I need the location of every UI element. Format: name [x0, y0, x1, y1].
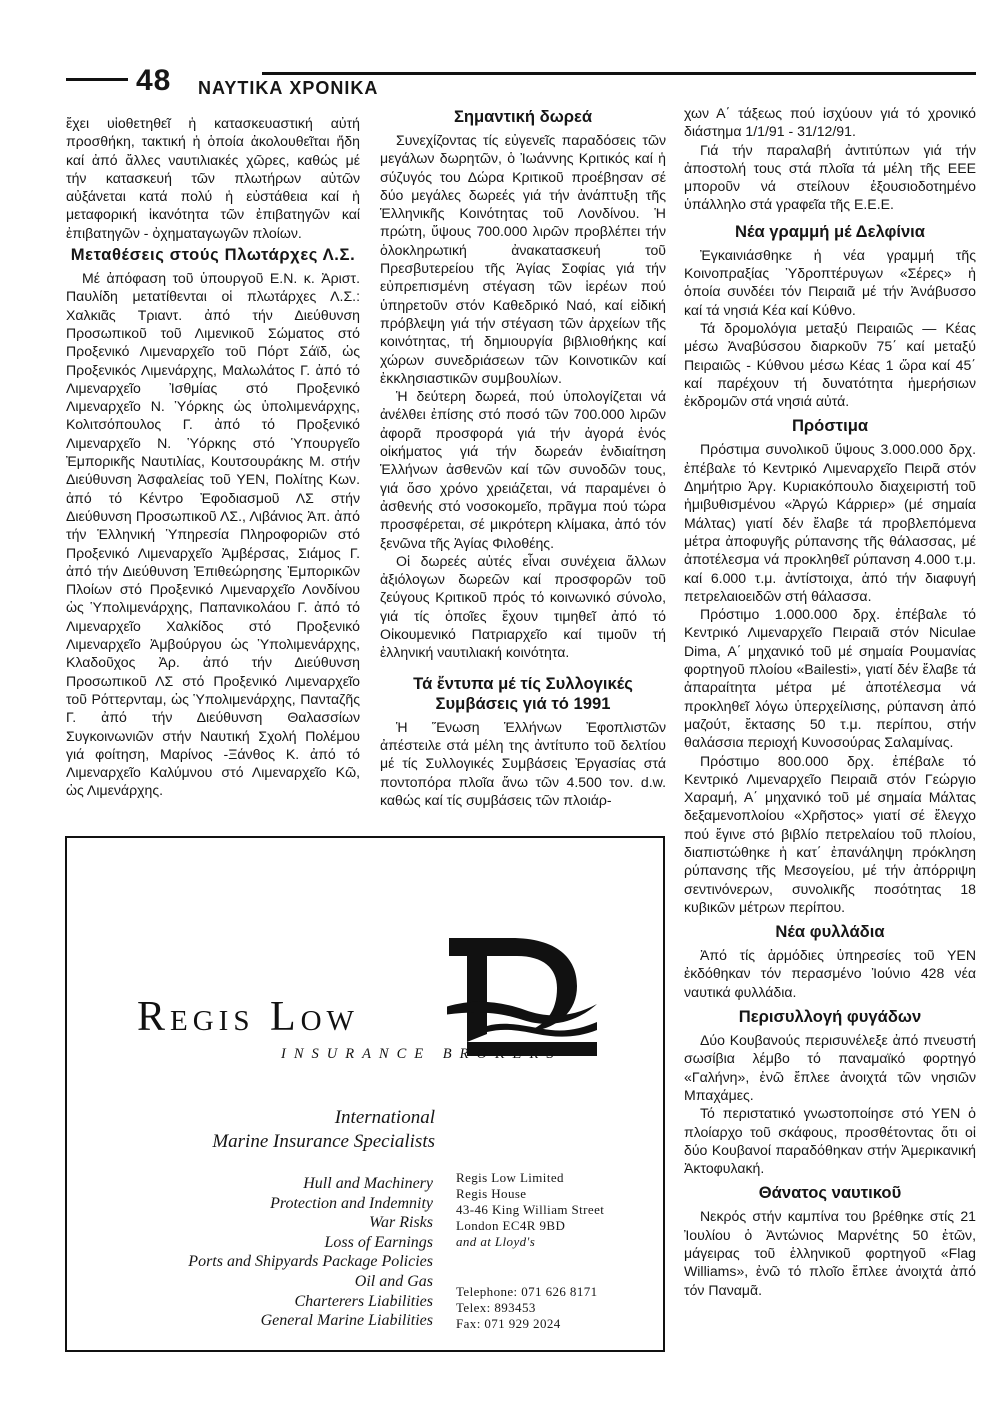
rescue-paragraph-1: Δύο Κουβανούς περισυνέλεξε ἀπό πνευστή σωσίβια λέμβο τό παναμαϊκό φορτηγό «Γαλήνη», ἐνῶ ἔπλεε ἀνοιχτά τῶν νησιῶν Μπαχάμες.	[684, 1032, 976, 1103]
header-rule-right	[262, 72, 976, 75]
death-paragraph: Νεκρός στήν καμπίνα του βρέθηκε στίς 21 Ἰουλίου ὁ Ἀντώνιος Μαρνέτης 50 ἐτῶν, μάγειρας τοῦ ἑλληνικοῦ φορτηγοῦ «Flag Williams», ἐνῶ τό πλοῖο ἔπλεε ἀνοιχτά ἀπό τόν Παναμᾶ.	[684, 1208, 976, 1298]
ad-address-line: 43-46 King William Street	[456, 1202, 605, 1217]
ad-address-line: and at Lloyd's	[456, 1234, 536, 1249]
rescue-paragraph-2: Τό περιστατικό γνωστοποίησε στό ΥΕΝ ὁ πλοίαρχο τοῦ σκάφους, προσθέτοντας ὅτι οἱ δύο Κουβανοί παραδόθηκαν στήν Ἀμερικανική Ἀκτοφυλακή.	[684, 1105, 976, 1177]
fines-paragraph-3: Πρόστιμο 800.000 δρχ. ἐπέβαλε τό Κεντρικό Λιμεναρχεῖο Πειραιᾶ στόν Γεώργιο Χαραμή, Α΄ μηχανικό τοῦ μέ σημαία Μάλτας δεξαμενοπλοίου «Χρῆστος» γιατί σέ ἔλεγχο πού ἔγινε στό βιβλίο πετρελαίου τοῦ πλοίου, διαπιστώθηκε ἡ κατ΄ ἐπανάληψη πρόκληση ρύπανσης τῆς Μεσογείου, μέ τήν ἀπόρριψη σεντινόνερων, συνολικῆς ποσότητας 18 κυβικῶν μέτρων περίπου.	[684, 752, 976, 915]
article-title-transfers: Μεταθέσεις στούς Πλωτάρχες Λ.Σ.	[70, 245, 356, 265]
regis-low-advertisement	[65, 836, 665, 1352]
article-title-leaflets: Νέα φυλλάδια	[775, 922, 885, 942]
ad-telephone: Telephone: 071 626 8171	[456, 1284, 598, 1299]
leaflets-paragraph: Ἀπό τίς ἁρμόδιες ὑπηρεσίες τοῦ ΥΕΝ ἐκδόθηκαν τόν περασμένο Ἰούνιο 428 νέα ναυτικά φυλλάδια.	[684, 947, 976, 1000]
article-continuation: ἔχει υἱοθετηθεῖ ἡ κατασκευαστική αὐτή προσθήκη, τακτική ἡ ὁποία ἀκολουθεῖται ἤδη καί ἀπό ἄλλες ναυτιλιακές χῶρες, καθώς μέ τήν κατασκευή τῶν πλωτήρων αὐτῶν αὐξάνεται κατά πολύ ἡ εὐστάθεια καί ἡ μεταφορική ἱκανότητα τῶν ἐπιβατηγῶν καί ἐπιβατηγῶν - ὀχηματαγωγῶν πλοίων.	[66, 115, 360, 241]
ad-service-item: General Marine Liabilities	[260, 1312, 433, 1330]
article-body-transfers: Μέ ἀπόφαση τοῦ ὑπουργοῦ Ε.Ν. κ. Ἀριστ. Παυλίδη μετατίθενται οἱ πλωτάρχες Λ.Σ.: Χαλκιᾶς Τριαντ. ἀπό τήν Διεύθυνση Προσωπικοῦ τοῦ Λιμενικοῦ Σώματος στό Προξενικό Λιμεναρχεῖο τοῦ Πόρτ Σάϊδ, ὡς Προξενικός Λιμενάρχης, Μαλωλάτος Γ. ἀπό τό Λιμεναρχεῖο Ἰσθμίας στό Προξενικό Λιμεναρχεῖο Ν. Ὑόρκης ὡς ὑπολιμενάρχης, Κολιτσόπουλος Γ. ἀπό τό Προξενικό Λιμεναρχεῖο Ν. Ὑόρκης στό Ὑπουργεῖο Ἐμπορικῆς Ναυτιλίας, Κουτσουράκης Μ. στήν Διεύθυνση Ἀσφαλείας τοῦ ΥΕΝ, Πολίτης Κων. ἀπό τό Κέντρο Ἐφοδιασμοῦ ΛΣ στήν Διεύθυνση Προσωπικοῦ ΛΣ., Λιβάνιος Ἀπ. ἀπό τήν Ἑλληνική Ὑπηρεσία Πληροφοριῶν στό Προξενικό Λιμεναρχεῖο Ἀμβέρσας, Σιάμος Γ. ἀπό τήν Διεύθυνση Ἐπιθεώρησης Ἐμπορικῶν Πλοίων στό Προξενικό Λιμεναρχεῖο Λονδίνου ὡς Ὑπολιμενάρχης, Παπανικολάου Γ. ἀπό τό Λιμεναρχεῖο Χαλκίδος στό Προξενικό Λιμεναρχεῖο Ἀμβούργου ὡς Ὑπολιμενάρχης, Κλαδοῦχος Ἀρ. ἀπό τήν Διεύθυνση Προσωπικοῦ ΛΣ στό Προξενικό Λιμεναρχεῖο τοῦ Ρόττερνταμ, ὡς Ὑπολιμενάρχης, Πανταζῆς Γ. ἀπό τήν Διεύθυνση Θαλασσίων Συγκοινωνιῶν στήν Ναυτική Σχολή Πολέμου γιά φοίτηση, Μαρίνος -Ξάνθος Κ. ἀπό τό Λιμεναρχεῖο Καλύμνου στό Λιμεναρχεῖο Κῶ, ὡς Λιμενάρχης.	[66, 270, 360, 799]
donation-paragraph-2: Ἡ δεύτερη δωρεά, πού ὑπολογίζεται νά ἀνέλθει ἐπίσης στό ποσό τῶν 700.000 λιρῶν ἀφορᾶ προσφορά γιά τήν ἀγορά ἑνός οἰκήματος γιά τήν δωρεάν ἐνδιαίτηση Ἑλλήνων ἀσθενῶν καί τῶν συνοδῶν τους, γιά ὅσο χρόνο χρειάζεται, νά παραμένει ὁ ἀσθενής στό νοσοκομεῖο, πρᾶγμα πού τώρα προσφέρεται, σέ μικρότερη κλίμακα, ἀπό τόν ξενῶνα τῆς Ἁγίας Φιλοθέης.	[380, 388, 666, 551]
new-line-paragraph-1: Ἐγκαινιάσθηκε ἡ νέα γραμμή τῆς Κοινοπραξίας Ὑδροπτέρυγων «Σέρες» ἡ ὁποία συνδέει τόν Πειραιᾶ μέ τήν Ἀνάβυσσο καί τά νησιά Κέα καί Κύθνο.	[684, 246, 976, 318]
column-3	[684, 104, 976, 1299]
agreements-continuation: χων Α΄ τάξεως πού ἰσχύουν γιά τό χρονικό διάστημα 1/1/91 - 31/12/91.	[684, 105, 976, 140]
publication-name: ΝΑΥΤΙΚΑ ΧΡΟΝΙΚΑ	[198, 78, 379, 98]
ad-service-item: Hull and Machinery	[303, 1175, 433, 1192]
column-1	[66, 114, 360, 800]
ad-service-item: Ports and Shipyards Package Policies	[188, 1253, 433, 1271]
ad-address-line: Regis House	[456, 1186, 527, 1201]
article-title-agreements: Τά ἔντυπα μέ τίς Συλλογικές Συμβάσεις γιά τό 1991	[413, 673, 633, 713]
page-header	[66, 66, 976, 106]
donation-paragraph-3: Οἱ δωρεές αὐτές εἶναι συνέχεια ἄλλων ἀξιόλογων δωρεῶν καί προσφορῶν τοῦ ζεύγους Κριτικοῦ πρός τό κοινωνικό σύνολο, γιά τίς ὁποῖες ἔχουν τιμηθεῖ ἀπό τό Οἰκουμενικό Πατριαρχεῖο καί τιμοῦν τή ἑλληνική ναυτιλιακή κοινότητα.	[380, 552, 666, 661]
agreements-paragraph-1: Ἡ Ἕνωση Ἑλλήνων Ἐφοπλιστῶν ἀπέστειλε στά μέλη της ἀντίτυπο τοῦ δελτίου μέ τίς Συλλογικές Συμβάσεις Ἐργασίας στά ποντοπόρα πλοῖα ἄνω τῶν 4.500 τον. d.w. καθώς καί τίς συμβάσεις τῶν πλοιάρ-	[380, 718, 666, 808]
article-title-new-line: Νέα γραμμή μέ Δελφίνια	[734, 221, 925, 241]
header-rule-left	[66, 78, 128, 81]
ad-brand-subtitle: INSURANCE BROKERS	[281, 1046, 562, 1062]
ad-tagline-line-2: Marine Insurance Specialists	[212, 1131, 435, 1152]
new-line-paragraph-2: Τά δρομολόγια μεταξύ Πειραιῶς — Κέας μέσω Ἀναβύσσου διαρκοῦν 75΄ καί μεταξύ Πειραιῶς - Κύθνου μέσω Κέας 1 ὥρα καί 45΄ καί παρέχουν τή δυνατότητα ἡμερήσιων ἐκδρομῶν στά νησιά αὐτά.	[684, 319, 976, 410]
ad-address-line: Regis Low Limited	[456, 1170, 564, 1185]
ad-tagline-line-1: International	[334, 1107, 435, 1128]
ad-brand-name: Regis Low	[137, 994, 359, 1040]
agreements-paragraph-2: Γιά τήν παραλαβή ἀντιτύπων γιά τήν ἀποστολή τους στά πλοῖα τά μέλη τῆς ΕΕΕ μποροῦν νά στείλουν ἐξουσιοδοτημένο ὑπάλληλο στά γραφεῖα τῆς Ε.Ε.Ε.	[684, 141, 976, 213]
article-title-fines: Πρόστιμα	[791, 416, 869, 436]
ad-service-item: Oil and Gas	[354, 1272, 433, 1290]
article-title-rescue: Περισυλλογή φυγάδων	[738, 1007, 922, 1027]
ad-service-item: Loss of Earnings	[324, 1233, 433, 1251]
ad-service-item: War Risks	[369, 1214, 433, 1232]
article-title-donation: Σημαντική δωρεά	[453, 107, 593, 126]
column-2	[380, 104, 666, 809]
ad-address-line: London EC4R 9BD	[456, 1218, 566, 1233]
page-number: 48	[136, 64, 172, 97]
donation-paragraph-1: Συνεχίζοντας τίς εὐγενεῖς παραδόσεις τῶν μεγάλων δωρητῶν, ὁ Ἰωάννης Κριτικός καί ἡ σύζυγός του Δώρα Κριτικοῦ προέβησαν σέ δύο μεγάλες δωρεές γιά τήν ἀνάπτυξη τῆς Ἑλληνικῆς Κοινότητας τοῦ Λονδίνου. Ἡ πρώτη, ὕψους 700.000 λιρῶν προβλέπει τήν ὁλοκληρωτική ἀνακατασκευή τοῦ Πρεσβυτερείου τῆς Ἁγίας Σοφίας γιά τήν εὐπρεπισμένη στέγαση τῶν ἱερέων πού ὑπηρετοῦν στόν Καθεδρικό Ναό, καί εἰδική πρόβλεψη γιά τήν στέγαση τῶν ἀρχείων τῆς κοινότητας, τή δημιουργία βιβλιοθήκης καί χώρων συνεδριάσεων τῶν Κοινοτικῶν καί ἐκκλησιαστικῶν συμβουλίων.	[380, 132, 666, 386]
fines-paragraph-2: Πρόστιμο 1.000.000 δρχ. ἐπέβαλε τό Κεντρικό Λιμεναρχεῖο Πειραιᾶ στόν Niculae Dima, Α΄ μηχανικό τοῦ μέ σημαία Ρουμανίας φορτηγοῦ πλοίου «Bailesti», γιατί δέν ἔλαβε τά ἀπαραίτητα μέτρα μέ ἀποτέλεσμα νά προκληθεῖ λόγω ὑπερχείλισης, ρύπανση ἀπό μαζούτ, ἔκτασης 50 τ.μ. περίπου, στήν θαλάσσια περιοχή Κυνοσούρας Σαλαμίνας.	[684, 606, 976, 751]
article-title-death: Θάνατος ναυτικοῦ	[758, 1183, 902, 1203]
ad-telex: Telex: 893453	[456, 1300, 536, 1315]
ad-contact-block	[456, 1284, 598, 1332]
ad-service-item: Protection and Indemnity	[270, 1194, 433, 1212]
fines-paragraph-1: Πρόστιμα συνολικοῦ ὕψους 3.000.000 δρχ. ἐπέβαλε τό Κεντρικό Λιμεναρχεῖο Πειρᾶ στόν Δημήτριο Ἀργ. Κυριακόπουλο διαχειριστή τοῦ ἡμιβυθισμένου «Ἀργώ Κάρριερ» (μέ σημαία Μάλτας) γιατί δέν ἔλαβε τά προβλεπόμενα μέτρα ἀποφυγῆς ρύπανσης τῆς θάλασσας, μέ ἀποτέλεσμα νά προκληθεῖ ρύπανση 4.000 τ.μ. καί 6.000 τ.μ. ἀντίστοιχα, ἀπό τήν διαφυγή πετρελαιοειδῶν στή θάλασσα.	[684, 441, 976, 604]
ad-tagline	[127, 1106, 435, 1154]
ad-fax: Fax: 071 929 2024	[456, 1316, 561, 1331]
ad-address-block	[456, 1170, 604, 1250]
ad-service-item: Charterers Liabilities	[294, 1292, 433, 1310]
ad-services-list	[107, 1174, 433, 1331]
